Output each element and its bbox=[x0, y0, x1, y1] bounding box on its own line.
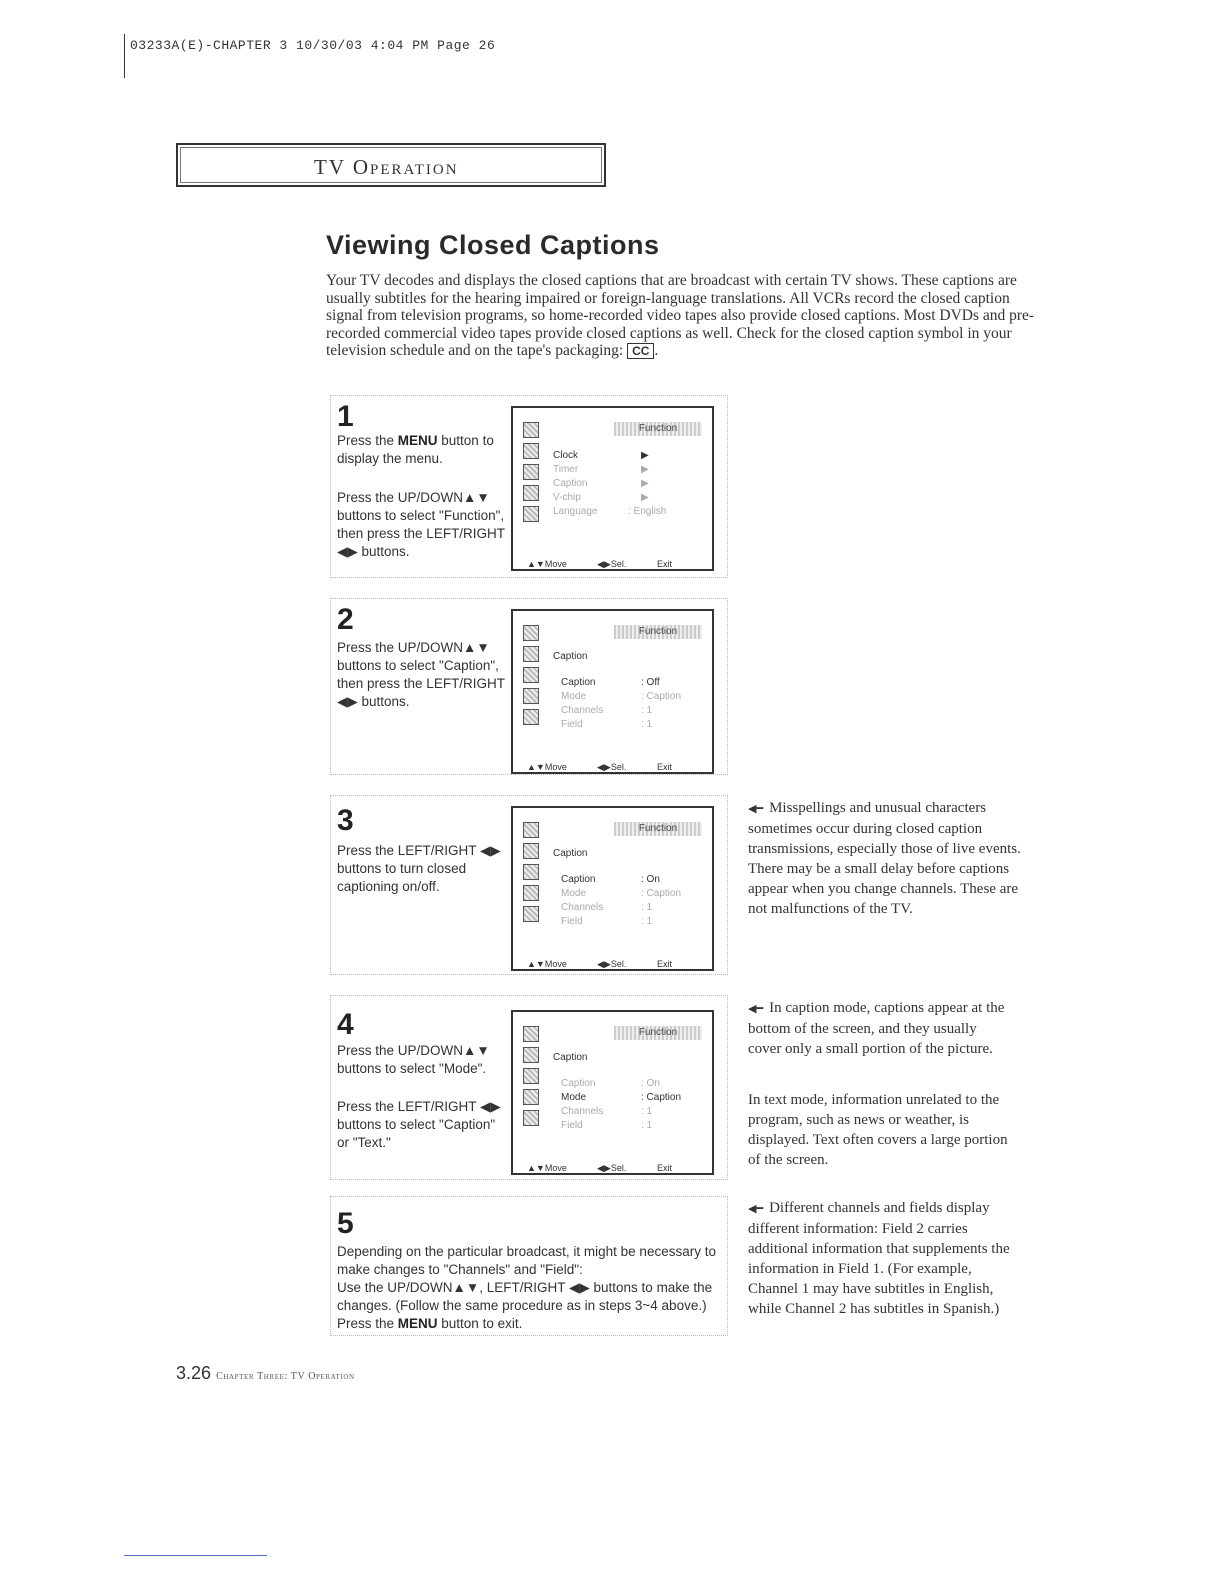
menu-row-value: : Caption bbox=[641, 691, 682, 702]
menu-subtitle: Caption bbox=[553, 651, 588, 662]
menu-row-label: Mode bbox=[561, 888, 587, 899]
step-2 bbox=[330, 598, 728, 775]
picture-icon bbox=[523, 822, 539, 838]
menu-row-label: Channels bbox=[561, 1106, 604, 1117]
menu-row-value: : 1 bbox=[641, 1120, 653, 1131]
step-4 bbox=[330, 995, 728, 1180]
section-banner bbox=[176, 143, 606, 187]
setup-icon bbox=[523, 1089, 539, 1105]
menu-row-label: Caption bbox=[561, 1078, 596, 1089]
function-icon bbox=[523, 906, 539, 922]
note-text-mode: In text mode, information unrelated to the program, such as news or weather, is displayed. Text often covers a large portion of the screen. bbox=[748, 1092, 1008, 1168]
step-text-2: Press the LEFT/RIGHT ◀▶ buttons to select "Caption" or "Text." bbox=[337, 1099, 501, 1150]
step-text: Press the UP/DOWN▲▼ buttons to select "Mode". bbox=[337, 1043, 490, 1076]
sound-icon bbox=[523, 443, 539, 459]
menu-row-label: Caption bbox=[561, 874, 596, 885]
menu-row-label: Channels bbox=[561, 902, 604, 913]
intro-paragraph bbox=[326, 272, 1041, 360]
menu-title: Function bbox=[614, 822, 702, 836]
menu-row-label: V-chip bbox=[553, 492, 581, 503]
step-number: 2 bbox=[337, 603, 354, 636]
step-5 bbox=[330, 1196, 728, 1336]
menu-row-value: ▶ bbox=[641, 450, 649, 461]
step-number: 4 bbox=[337, 1008, 354, 1041]
menu-row-value: : 1 bbox=[641, 902, 653, 913]
step-number: 5 bbox=[337, 1207, 354, 1240]
note-caption-mode: ◀━ In caption mode, captions appear at the bottom of the screen, and they usually cover only a small portion of the picture. bbox=[748, 1000, 1005, 1057]
step-1 bbox=[330, 395, 728, 578]
menu-row-label: Caption bbox=[561, 677, 596, 688]
menu-icons bbox=[523, 1026, 541, 1131]
note-channels-fields: ◀━ Different channels and fields display different information: Field 2 carries additional information that supplements the information in Field 1. (For example, Channel 1 may have subtitles in English, while Channel 2 has subtitles in Spanish.) bbox=[748, 1200, 1010, 1317]
channel-icon bbox=[523, 464, 539, 480]
file-header: 03233A(E)-CHAPTER 3 10/30/03 4:04 PM Page 26 bbox=[130, 38, 496, 53]
sound-icon bbox=[523, 646, 539, 662]
step-3 bbox=[330, 795, 728, 975]
bottom-rule bbox=[124, 1555, 267, 1556]
function-icon bbox=[523, 506, 539, 522]
chapter-label: Chapter Three: TV Operation bbox=[216, 1371, 355, 1382]
channel-icon bbox=[523, 864, 539, 880]
menu-row-label: Channels bbox=[561, 705, 604, 716]
menu-row-value: : Caption bbox=[641, 1092, 682, 1103]
menu-row-value: : 1 bbox=[641, 719, 653, 730]
menu-row-value: : Off bbox=[641, 677, 660, 688]
menu-row-label: Mode bbox=[561, 691, 587, 702]
setup-icon bbox=[523, 485, 539, 501]
menu-icons bbox=[523, 822, 541, 927]
step-text: Press the UP/DOWN▲▼ buttons to select "Caption", then press the LEFT/RIGHT ◀▶ buttons. bbox=[337, 640, 505, 709]
menu-row-value: ▶ bbox=[641, 492, 649, 503]
menu-subtitle: Caption bbox=[553, 848, 588, 859]
picture-icon bbox=[523, 422, 539, 438]
note-arrow-icon: ◀━ bbox=[748, 1002, 764, 1015]
menu-row-label: Field bbox=[561, 719, 583, 730]
sound-icon bbox=[523, 1047, 539, 1063]
step-text-3: Press the MENU button to exit. bbox=[337, 1316, 523, 1331]
menu-row-value: : On bbox=[641, 1078, 660, 1089]
channel-icon bbox=[523, 667, 539, 683]
function-icon bbox=[523, 709, 539, 725]
page-title: Viewing Closed Captions bbox=[326, 230, 660, 260]
note-misspellings: ◀━ Misspellings and unusual characters sometimes occur during closed caption transmissions, especially those of live events. There may be a small delay before captions appear when you change channels. These are not malfunctions of the TV. bbox=[748, 800, 1021, 917]
menu-icons bbox=[523, 625, 541, 730]
menu-title: Function bbox=[614, 625, 702, 639]
step-text: Press the MENU button to display the menu. bbox=[337, 433, 494, 466]
picture-icon bbox=[523, 1026, 539, 1042]
menu-screen: Function Caption Caption : On Mode : Caption Channels : 1 Field : 1 ▲▼Move ◀▶Sel. Exit bbox=[511, 1010, 714, 1175]
menu-row-label: Field bbox=[561, 1120, 583, 1131]
intro-end: . bbox=[654, 342, 659, 360]
menu-row-value: : 1 bbox=[641, 705, 653, 716]
note-arrow-icon: ◀━ bbox=[748, 802, 764, 815]
menu-row-value: ▶ bbox=[641, 478, 649, 489]
setup-icon bbox=[523, 885, 539, 901]
menu-icons bbox=[523, 422, 541, 527]
page-number: 3.26 bbox=[176, 1363, 212, 1383]
function-icon bbox=[523, 1110, 539, 1126]
step-number: 1 bbox=[337, 400, 354, 433]
menu-row-value: ▶ bbox=[641, 464, 649, 475]
menu-row-label: Clock bbox=[553, 450, 579, 461]
step-text: Press the LEFT/RIGHT ◀▶ buttons to turn closed captioning on/off. bbox=[337, 843, 501, 894]
cc-symbol: CC bbox=[627, 343, 654, 359]
menu-screen: Function Clock ▶ Timer ▶ Caption ▶ V-chip ▶ Language : English ▲▼Move ◀▶Sel. Exit bbox=[511, 406, 714, 571]
sound-icon bbox=[523, 843, 539, 859]
menu-title: Function bbox=[614, 422, 702, 436]
section-title: TV Operation bbox=[314, 155, 459, 179]
intro-text: Your TV decodes and displays the closed captions that are broadcast with certain TV shows. These captions are usually subtitles for the hearing impaired or foreign-language translations. All VCRs record the closed caption signal from television programs, so home-recorded video tapes also provide closed captions. Most DVDs and pre-recorded commercial video tapes provide closed captions as well. Check for the closed caption symbol in your television schedule and on the tape's packaging: bbox=[326, 272, 1035, 360]
menu-row-value: : 1 bbox=[641, 916, 653, 927]
menu-row-label: Field bbox=[561, 916, 583, 927]
setup-icon bbox=[523, 688, 539, 704]
margin-rule bbox=[124, 34, 125, 78]
menu-row-label: Timer bbox=[553, 464, 579, 475]
menu-row-value: : 1 bbox=[641, 1106, 653, 1117]
note-arrow-icon: ◀━ bbox=[748, 1202, 764, 1215]
step-text: Depending on the particular broadcast, it might be necessary to make changes to "Channels" and "Field": bbox=[337, 1244, 716, 1277]
menu-screen: Function Caption Caption : Off Mode : Caption Channels : 1 Field : 1 ▲▼Move ◀▶Sel. Exit bbox=[511, 609, 714, 774]
menu-subtitle: Caption bbox=[553, 1052, 588, 1063]
menu-title: Function bbox=[614, 1026, 702, 1040]
page-footer bbox=[176, 1363, 355, 1384]
menu-row-value: : Caption bbox=[641, 888, 682, 899]
menu-row-value: : On bbox=[641, 874, 660, 885]
menu-row-value: : English bbox=[628, 506, 667, 517]
picture-icon bbox=[523, 625, 539, 641]
menu-row-label: Mode bbox=[561, 1092, 587, 1103]
step-text-2: Use the UP/DOWN▲▼, LEFT/RIGHT ◀▶ buttons to make the changes. (Follow the same procedure as in steps 3~4 above.) bbox=[337, 1280, 713, 1313]
menu-screen: Function Caption Caption : On Mode : Caption Channels : 1 Field : 1 ▲▼Move ◀▶Sel. Exit bbox=[511, 806, 714, 971]
step-number: 3 bbox=[337, 804, 354, 837]
step-text-2: Press the UP/DOWN▲▼ buttons to select "Function", then press the LEFT/RIGHT ◀▶ buttons. bbox=[337, 490, 505, 559]
menu-row-label: Caption bbox=[553, 478, 588, 489]
menu-row-label: Language bbox=[553, 506, 598, 517]
channel-icon bbox=[523, 1068, 539, 1084]
